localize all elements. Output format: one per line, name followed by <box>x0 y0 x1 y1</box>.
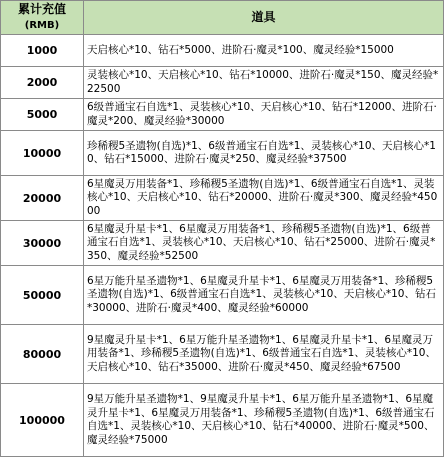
row-amount: 100000 <box>1 384 84 457</box>
table-row <box>1 99 444 131</box>
row-items: 9星魔灵升星卡*1、6星万能升星圣遗物*1、6星魔灵升星卡*1、6星魔灵万用装备*1、珍稀稷5圣遗物(自选)*1、6级普通宝石自选*1、灵装核心*10、天启核心*10、钻石*35000、进阶石·魔灵*450、魔灵经验*67500 <box>84 325 444 384</box>
header-items: 道具 <box>84 1 444 35</box>
row-items: 6星万能升星圣遗物*1、6星魔灵升星卡*1、6星魔灵万用装备*1、珍稀稷5圣遗物(自选)*1、6级普通宝石自选*1、灵装核心*10、天启核心*10、钻石*30000、进阶石·魔灵*400、魔灵经验*60000 <box>84 266 444 325</box>
row-items: 6星魔灵升星卡*1、6星魔灵万用装备*1、珍稀稷5圣遗物(自选)*1、6级普通宝石自选*1、灵装核心*10、天启核心*10、钻石*25000、进阶石·魔灵*350、魔灵经验*52500 <box>84 221 444 266</box>
row-amount: 20000 <box>1 176 84 221</box>
table-body <box>1 35 444 457</box>
header-currency-label: (RMB) <box>24 20 60 31</box>
row-items: 9星万能升星圣遗物*1、9星魔灵升星卡*1、6星万能升星圣遗物*1、6星魔灵升星卡*1、6星魔灵万用装备*1、珍稀稷5圣遗物(自选)*1、6级普通宝石自选*1、灵装核心*10、天启核心*10、钻石*40000、进阶石·魔灵*500、魔灵经验*75000 <box>84 384 444 457</box>
table-row <box>1 176 444 221</box>
row-items: 天启核心*10、钻石*5000、进阶石·魔灵*100、魔灵经验*15000 <box>84 35 444 67</box>
row-items: 6级普通宝石自选*1、灵装核心*10、天启核心*10、钻石*12000、进阶石·魔灵*200、魔灵经验*30000 <box>84 99 444 131</box>
row-items: 灵装核心*10、天启核心*10、钻石*10000、进阶石·魔灵*150、魔灵经验*22500 <box>84 67 444 99</box>
row-amount: 50000 <box>1 266 84 325</box>
table-row <box>1 221 444 266</box>
table-row <box>1 131 444 176</box>
row-amount: 30000 <box>1 221 84 266</box>
row-amount: 80000 <box>1 325 84 384</box>
row-amount: 1000 <box>1 35 84 67</box>
table-row <box>1 384 444 457</box>
row-items: 珍稀稷5圣遗物(自选)*1、6级普通宝石自选*1、灵装核心*10、天启核心*10、钻石*15000、进阶石·魔灵*250、魔灵经验*37500 <box>84 131 444 176</box>
row-items: 6星魔灵万用装备*1、珍稀稷5圣遗物(自选)*1、6级普通宝石自选*1、灵装核心*10、天启核心*10、钻石*20000、进阶石·魔灵*300、魔灵经验*45000 <box>84 176 444 221</box>
table-row <box>1 325 444 384</box>
header-cumulative-recharge <box>1 1 84 35</box>
row-amount: 2000 <box>1 67 84 99</box>
row-amount: 5000 <box>1 99 84 131</box>
row-amount: 10000 <box>1 131 84 176</box>
table-row <box>1 67 444 99</box>
table-header <box>1 1 444 35</box>
header-row <box>1 1 444 35</box>
table-row <box>1 35 444 67</box>
header-amount-label: 累计充值 <box>17 2 66 16</box>
table-row <box>1 266 444 325</box>
